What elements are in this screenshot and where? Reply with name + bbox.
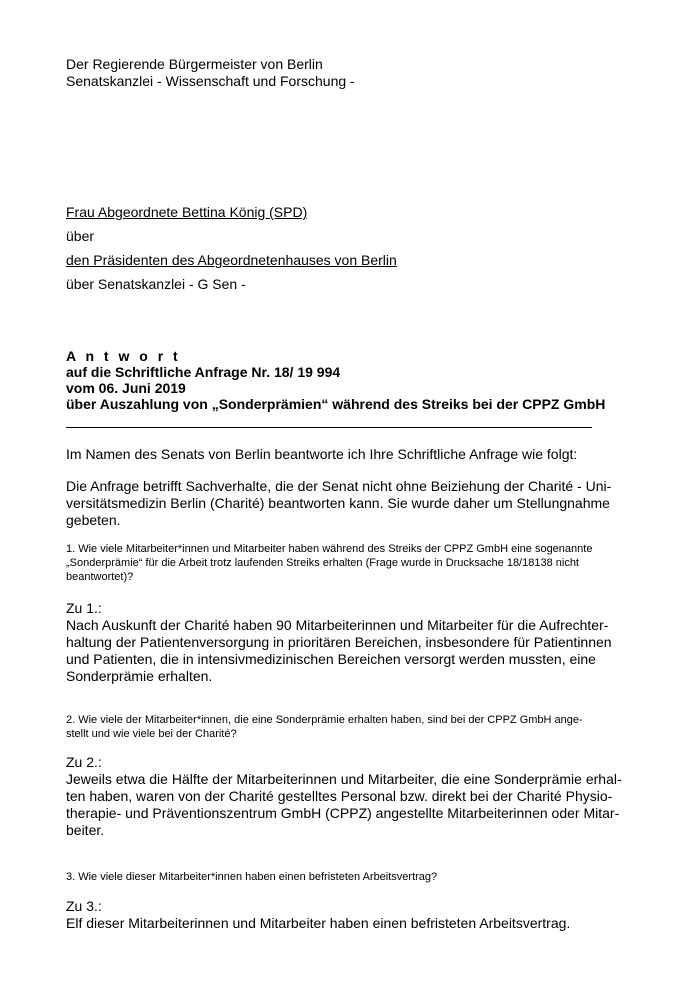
heading-subject: über Auszahlung von „Sonderprämien“ während des Streiks bei der CPPZ GmbH bbox=[66, 396, 606, 412]
heading-date: vom 06. Juni 2019 bbox=[66, 380, 186, 396]
question-1 bbox=[66, 542, 636, 584]
via-line-1 bbox=[66, 228, 636, 245]
via-text-2: den Präsidenten des Abgeordnetenhauses von Berlin bbox=[66, 252, 397, 268]
answer-label: Zu 3.: bbox=[66, 898, 102, 914]
intro-note-line: versitätsmedizin Berlin (Charité) beantworten kann. Sie wurde daher um Stellungnahme bbox=[66, 495, 610, 511]
intro-note-line: Die Anfrage betrifft Sachverhalte, die der Senat nicht ohne Beiziehung der Charité - Uni- bbox=[66, 478, 612, 494]
answer-label: Zu 1.: bbox=[66, 600, 102, 616]
answer-1 bbox=[66, 600, 636, 685]
answer-label: Zu 2.: bbox=[66, 754, 102, 770]
intro-sentence bbox=[66, 446, 636, 463]
sender-block bbox=[66, 56, 636, 90]
question-2 bbox=[66, 713, 636, 741]
via-text-1: über bbox=[66, 228, 95, 244]
answer-line: Jeweils etwa die Hälfte der Mitarbeiterinnen und Mitarbeiter, die eine Sonderprämie erhal- bbox=[66, 771, 622, 787]
sender-line-1: Der Regierende Bürgermeister von Berlin bbox=[66, 56, 323, 72]
question-line: beantwortet)? bbox=[66, 571, 134, 583]
intro-note bbox=[66, 478, 636, 529]
via-text-3: über Senatskanzlei - G Sen - bbox=[66, 276, 246, 292]
answer-line: haltung der Patientenversorgung in prioritären Bereichen, insbesondere für Patientinnen bbox=[66, 634, 612, 650]
question-line: 2. Wie viele der Mitarbeiter*innen, die eine Sonderprämie erhalten haben, sind bei der CPPZ GmbH ange- bbox=[66, 714, 583, 726]
question-line: „Sonderprämie“ für die Arbeit trotz laufenden Streiks erhalten (Frage wurde in Drucksache 18/18138 nicht bbox=[66, 557, 579, 569]
answer-3 bbox=[66, 898, 636, 932]
question-line: 3. Wie viele dieser Mitarbeiter*innen haben einen befristeten Arbeitsvertrag? bbox=[66, 871, 438, 883]
answer-line: beiter. bbox=[66, 822, 105, 838]
answer-line: Sonderprämie erhalten. bbox=[66, 668, 213, 684]
question-line: stellt und wie viele bei der Charité? bbox=[66, 728, 237, 740]
question-3 bbox=[66, 870, 636, 884]
question-line: 1. Wie viele Mitarbeiter*innen und Mitarbeiter haben während des Streiks der CPPZ GmbH eine sogenannte bbox=[66, 543, 593, 555]
heading-title: A n t w o r t bbox=[66, 348, 181, 364]
recipient-line bbox=[66, 204, 636, 221]
sender-line-2: Senatskanzlei - Wissenschaft und Forschung - bbox=[66, 73, 355, 89]
heading-inquiry-number: auf die Schriftliche Anfrage Nr. 18/ 19 994 bbox=[66, 364, 341, 380]
recipient-name: Frau Abgeordnete Bettina König (SPD) bbox=[66, 204, 308, 220]
answer-line: ten haben, waren von der Charité gestelltes Personal bzw. direkt bei der Charité Physio- bbox=[66, 788, 613, 804]
heading-divider bbox=[66, 427, 592, 428]
answer-line: Elf dieser Mitarbeiterinnen und Mitarbeiter haben einen befristeten Arbeitsvertrag. bbox=[66, 915, 571, 931]
answer-line: therapie- und Präventionszentrum GmbH (CPPZ) angestellte Mitarbeiterinnen oder Mitar- bbox=[66, 805, 620, 821]
answer-line: und Patienten, die in intensivmedizinischen Bereichen versorgt werden mussten, eine bbox=[66, 651, 596, 667]
answer-line: Nach Auskunft der Charité haben 90 Mitarbeiterinnen und Mitarbeiter für die Aufrechter- bbox=[66, 617, 609, 633]
via-line-2 bbox=[66, 252, 636, 269]
answer-2 bbox=[66, 754, 636, 839]
via-line-3 bbox=[66, 276, 636, 293]
intro-note-line: gebeten. bbox=[66, 512, 121, 528]
answer-heading bbox=[66, 348, 636, 412]
intro-sentence-text: Im Namen des Senats von Berlin beantworte ich Ihre Schriftliche Anfrage wie folgt: bbox=[66, 446, 578, 462]
